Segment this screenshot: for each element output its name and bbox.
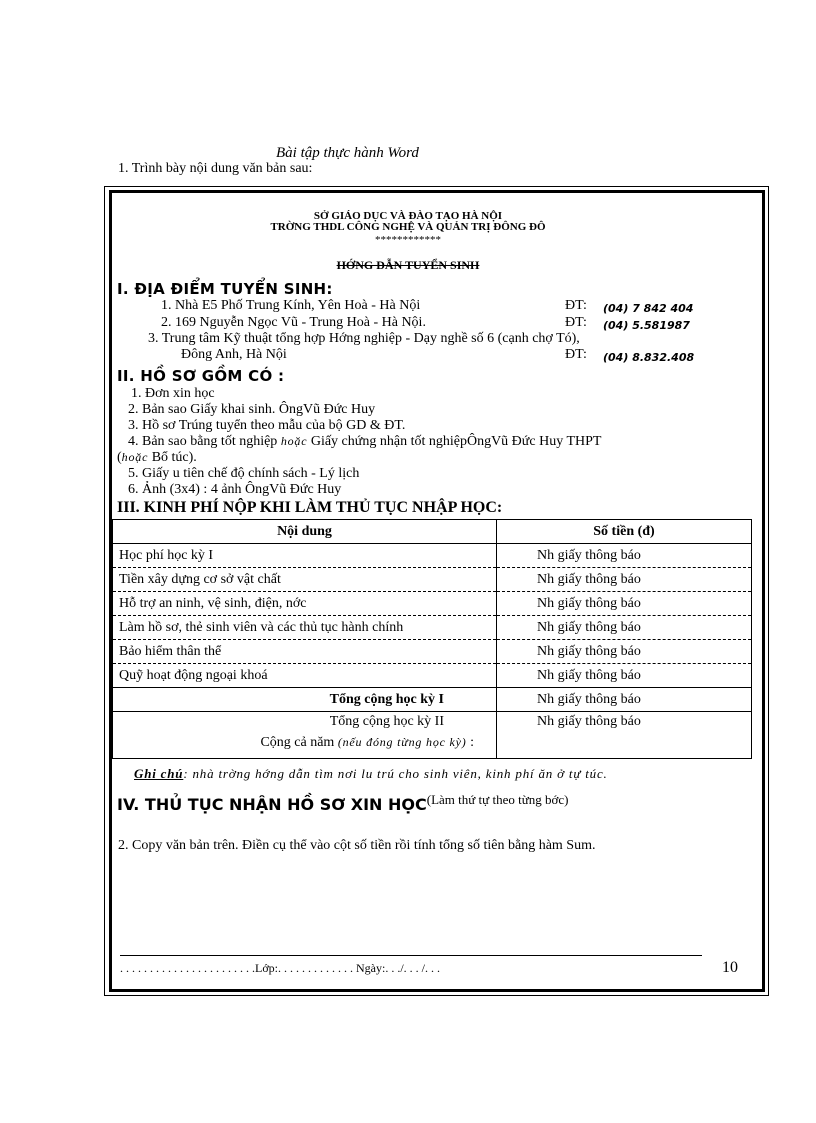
table-row bbox=[113, 664, 752, 688]
page-title: Bài tập thực hành Word bbox=[276, 145, 419, 161]
doc-item-4: 4. Bản sao bằng tốt nghiệp hoặc Giấy chứng nhận tốt nghiệpÔngVũ Đức Huy THPT bbox=[128, 434, 602, 449]
fee-amount: Nh giấy thông báo bbox=[497, 568, 752, 592]
address-3: 3. Trung tâm Kỹ thuật tổng hợp Hớng nghiệp - Dạy nghề số 6 (cạnh chợ Tó), bbox=[148, 331, 580, 346]
section-2-title: II. HỒ SƠ GỒM CÓ : bbox=[117, 367, 285, 385]
phone-label-2: ĐT: bbox=[565, 315, 587, 330]
address-3-cont: Đông Anh, Hà Nội bbox=[181, 347, 287, 362]
total-1-label: Tổng cộng học kỳ I bbox=[113, 688, 497, 712]
section-1-title: I. ĐỊA ĐIỂM TUYỂN SINH: bbox=[117, 280, 333, 298]
total-2-amount: Nh giấy thông báo bbox=[497, 712, 752, 759]
fee-amount: Nh giấy thông báo bbox=[497, 616, 752, 640]
school-name: TRỜNG THDL CÔNG NGHỆ VÀ QUẢN TRỊ ĐÔNG ĐÔ bbox=[270, 221, 546, 233]
table-header bbox=[113, 520, 752, 544]
section-4-title: IV. THỦ TỤC NHẬN HỒ SƠ XIN HỌC$^{(Làm thứ tự theo từng bớc)}$ bbox=[117, 792, 569, 814]
fee-name: Quỹ hoạt động ngoại khoá bbox=[113, 664, 497, 688]
fee-amount: Nh giấy thông báo bbox=[497, 664, 752, 688]
total-1-amount: Nh giấy thông báo bbox=[497, 688, 752, 712]
col-content-header: Nội dung bbox=[113, 520, 497, 544]
fee-amount: Nh giấy thông báo bbox=[497, 640, 752, 664]
phone-1: (04) 7 842 404 bbox=[603, 302, 694, 315]
fee-name: Hỗ trợ an ninh, vệ sinh, điện, nớc bbox=[113, 592, 497, 616]
fee-amount: Nh giấy thông báo bbox=[497, 592, 752, 616]
fee-name: Bảo hiểm thân thể bbox=[113, 640, 497, 664]
fee-table bbox=[112, 519, 752, 759]
stars-divider: ************ bbox=[375, 234, 441, 246]
doc-item-1: 1. Đơn xin học bbox=[131, 386, 215, 401]
phone-2: (04) 5.581987 bbox=[603, 319, 690, 332]
total-3-label: Cộng cả năm (nếu đóng từng học kỳ) : bbox=[260, 735, 474, 750]
total-row bbox=[113, 688, 752, 712]
section-3-title: III. KINH PHÍ NỘP KHI LÀM THỦ TỤC NHẬP HỌC: bbox=[117, 499, 503, 516]
fee-name: Học phí học kỳ I bbox=[113, 544, 497, 568]
address-1: 1. Nhà E5 Phố Trung Kính, Yên Hoà - Hà Nội bbox=[161, 298, 421, 313]
note: Ghi chú: nhà trờng hớng dẫn tìm nơi lu trú cho sinh viên, kinh phí ăn ở tự túc. bbox=[134, 766, 608, 781]
table-row bbox=[113, 616, 752, 640]
doc-item-2: 2. Bản sao Giấy khai sinh. ÔngVũ Đức Huy bbox=[128, 402, 376, 417]
fee-name: Tiền xây dựng cơ sở vật chất bbox=[113, 568, 497, 592]
fee-amount: Nh giấy thông báo bbox=[497, 544, 752, 568]
page-number: 10 bbox=[722, 959, 738, 976]
phone-label-1: ĐT: bbox=[565, 298, 587, 313]
col-amount-header: Số tiền (đ) bbox=[497, 520, 752, 544]
total-row bbox=[113, 712, 752, 759]
doc-item-5: 5. Giấy u tiên chế độ chính sách - Lý lịch bbox=[128, 466, 360, 481]
fee-name: Làm hồ sơ, thẻ sinh viên và các thủ tục hành chính bbox=[113, 616, 497, 640]
phone-label-3: ĐT: bbox=[565, 347, 587, 362]
phone-3: (04) 8.832.408 bbox=[603, 351, 695, 364]
doc-heading: HỚNG DẪN TUYỂN SINH bbox=[336, 258, 480, 272]
total-2-cell bbox=[113, 712, 497, 759]
doc-item-4-cont: (hoặc Bổ túc). bbox=[117, 450, 197, 465]
task-1: 1. Trình bày nội dung văn bản sau: bbox=[118, 161, 313, 176]
doc-item-6: 6. Ảnh (3x4) : 4 ảnh ÔngVũ Đức Huy bbox=[128, 482, 342, 497]
table-row bbox=[113, 640, 752, 664]
doc-item-3: 3. Hồ sơ Trúng tuyển theo mẫu của bộ GD & ĐT. bbox=[128, 418, 406, 433]
footer-line: . . . . . . . . . . . . . . . . . . . . . . .Lớp:. . . . . . . . . . . . . Ngày:. . ./. . . /. . . bbox=[120, 961, 441, 975]
table-row bbox=[113, 568, 752, 592]
table-row bbox=[113, 544, 752, 568]
table-row bbox=[113, 592, 752, 616]
total-2-label: Tổng cộng học kỳ II bbox=[329, 714, 444, 729]
task-2: 2. Copy văn bản trên. Điền cụ thể vào cột số tiền rồi tính tổng số tiên bằng hàm Sum. bbox=[118, 838, 596, 853]
dept-name: SỞ GIÁO DỤC VÀ ĐÀO TẠO HÀ NỘI bbox=[313, 210, 503, 222]
address-2: 2. 169 Nguyễn Ngọc Vũ - Trung Hoà - Hà Nội. bbox=[161, 315, 426, 330]
footer-rule bbox=[120, 955, 702, 956]
